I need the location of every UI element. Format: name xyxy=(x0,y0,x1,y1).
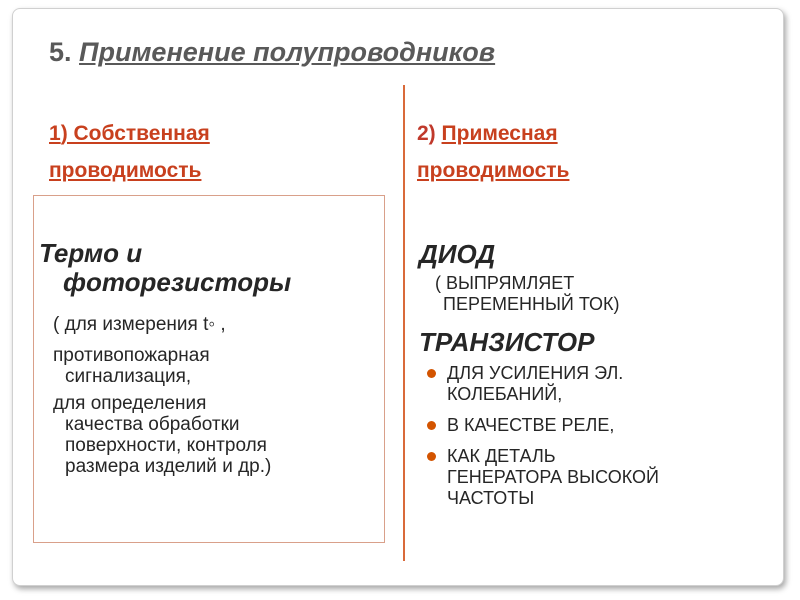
right-heading-line1: Примесная xyxy=(441,122,558,145)
left-heading-number: 1 xyxy=(49,122,61,145)
list-item-line1: В КАЧЕСТВЕ РЕЛЕ, xyxy=(447,415,615,435)
list-item xyxy=(417,415,777,436)
diode-heading: ДИОД xyxy=(419,239,496,269)
list-item-line1: ДЛЯ УСИЛЕНИЯ ЭЛ. xyxy=(447,363,624,383)
diode-note-line1: ( ВЫПРЯМЛЯЕТ xyxy=(435,273,575,293)
right-heading xyxy=(417,115,569,189)
box-text-p2-line2: сигнализация, xyxy=(65,366,192,387)
box-text-line1: ( для измерения t◦ , xyxy=(53,314,226,335)
right-column xyxy=(417,239,777,519)
right-heading-number: 2) xyxy=(417,122,436,145)
left-heading xyxy=(49,115,210,189)
list-item xyxy=(417,446,777,509)
diode-note xyxy=(417,273,777,315)
title-text: Применение полупроводников xyxy=(79,37,496,67)
list-item-line2: КОЛЕБАНИЙ, xyxy=(447,384,563,404)
bullet-dot-icon xyxy=(427,452,436,461)
list-item-line3: ЧАСТОТЫ xyxy=(447,488,535,508)
list-item xyxy=(417,363,777,405)
transistor-heading: ТРАНЗИСТОР xyxy=(419,327,595,357)
box-text xyxy=(39,314,384,477)
box-title-line2: фоторезисторы xyxy=(63,267,292,297)
box-title xyxy=(39,239,384,297)
slide-title xyxy=(49,37,495,68)
bullet-dot-icon xyxy=(427,421,436,430)
bullet-dot-icon xyxy=(427,369,436,378)
slide xyxy=(12,8,784,586)
title-number: 5. xyxy=(49,37,72,67)
list-item-line2: ГЕНЕРАТОРА ВЫСОКОЙ xyxy=(447,467,659,487)
right-heading-line2: проводимость xyxy=(417,159,570,182)
transistor-uses-list xyxy=(417,363,777,509)
box-text-p3-line3: поверхности, контроля xyxy=(65,435,267,456)
left-heading-line2: проводимость xyxy=(49,159,202,182)
diode-note-line2: ПЕРЕМЕННЫЙ ТОК) xyxy=(443,294,620,314)
box-text-p3-line2: качества обработки xyxy=(65,414,240,435)
box-title-line1: Термо и xyxy=(39,238,143,268)
left-heading-line1: ) Собственная xyxy=(60,122,210,145)
box-text-p3-line1: для определения xyxy=(53,393,207,414)
box-text-p2-line1: противопожарная xyxy=(53,345,210,366)
column-divider xyxy=(403,85,405,561)
box-text-p3-line4: размера изделий и др.) xyxy=(65,456,272,477)
list-item-line1: КАК ДЕТАЛЬ xyxy=(447,446,556,466)
